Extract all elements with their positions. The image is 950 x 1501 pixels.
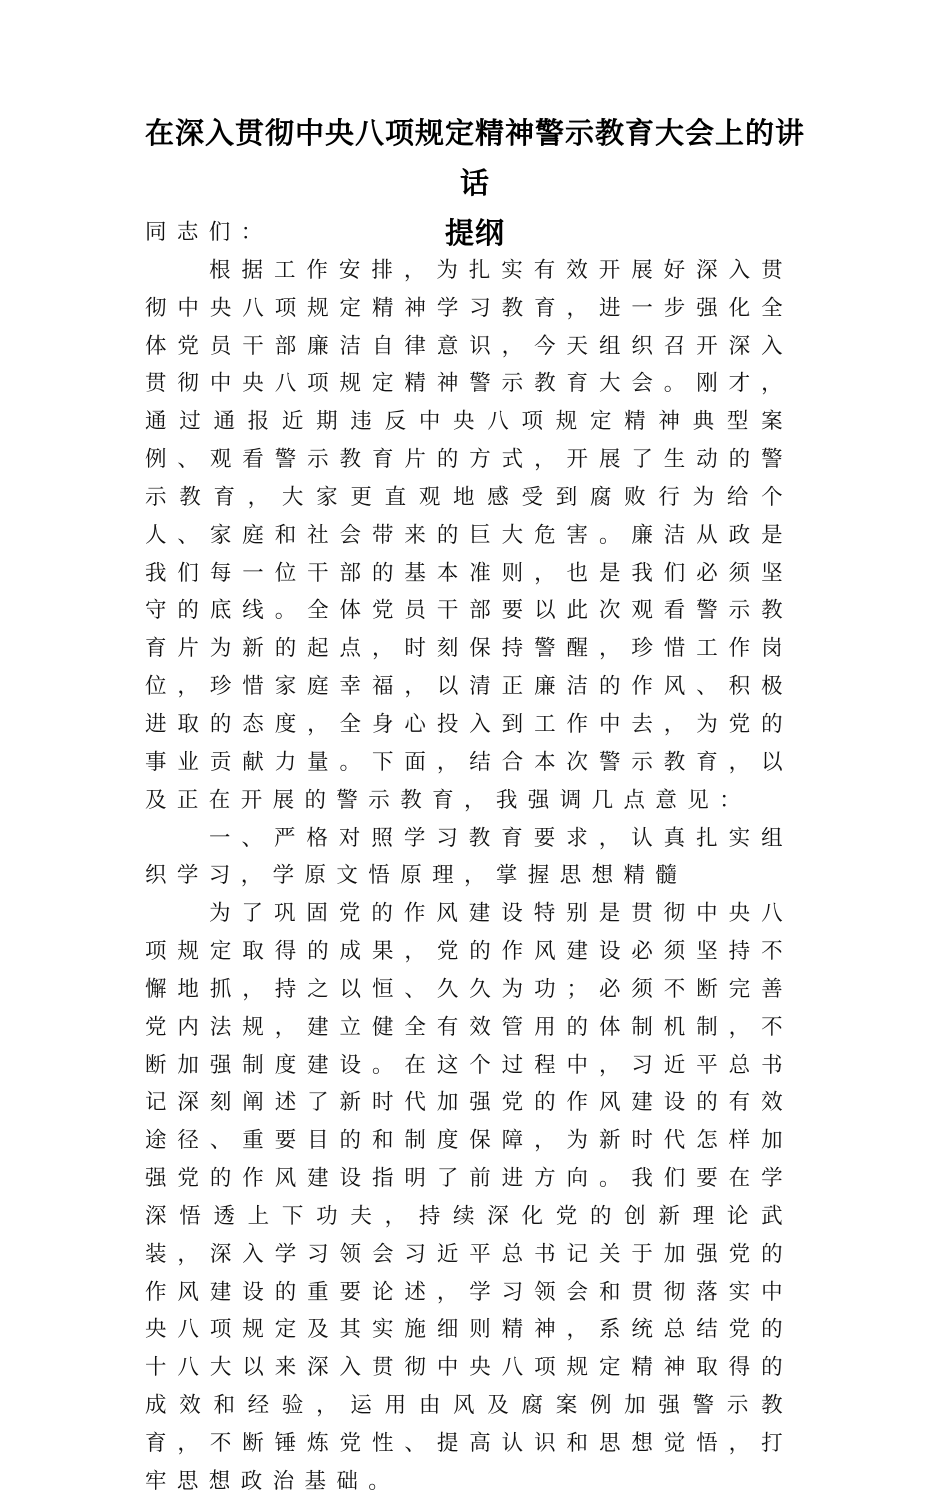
title-line-1: 在深入贯彻中央八项规定精神警示教育大会上的讲话: [144, 116, 805, 200]
title-line-2: 提纲: [444, 216, 505, 250]
document-body: [145, 214, 793, 1501]
paragraph-intro: 根据工作安排，为扎实有效开展好深入贯彻中央八项规定精神学习教育，进一步强化全体党员干部廉洁自律意识，今天组织召开深入贯彻中央八项规定精神警示教育大会。刚才，通过通报近期违反中央八项规定精神典型案例、观看警示教育片的方式，开展了生动的警示教育，大家更直观地感受到腐败行为给个人、家庭和社会带来的巨大危害。廉洁从政是我们每一位干部的基本准则，也是我们必须坚守的底线。全体党员干部要以此次观看警示教育片为新的起点，时刻保持警醒，珍惜工作岗位，珍惜家庭幸福，以清正廉洁的作风、积极进取的态度，全身心投入到工作中去，为党的事业贡献力量。下面，结合本次警示教育，以及正在开展的警示教育，我强调几点意见：: [145, 257, 793, 813]
paragraph-section-1: 为了巩固党的作风建设特别是贯彻中央八项规定取得的成果，党的作风建设必须坚持不懈地抓，持之以恒、久久为功；必须不断完善党内法规，建立健全有效管用的体制机制，不断加强制度建设。在这个过程中，习近平总书记深刻阐述了新时代加强党的作风建设的有效途径、重要目的和制度保障，为新时代怎样加强党的作风建设指明了前进方向。我们要在学深悟透上下功夫，持续深化党的创新理论武装，深入学习领会习近平总书记关于加强党的作风建设的重要论述，学习领会和贯彻落实中央八项规定及其实施细则精神，系统总结党的十八大以来深入贯彻中央八项规定精神取得的成效和经验，运用由风及腐案例加强警示教育，不断锤炼党性、提高认识和思想觉悟，打牢思想政治基础。: [145, 901, 793, 1494]
salutation: 同志们：: [145, 220, 273, 245]
section-heading-1: 一、严格对照学习教育要求，认真扎实组织学习，学原文悟原理，掌握思想精髓: [145, 825, 793, 889]
